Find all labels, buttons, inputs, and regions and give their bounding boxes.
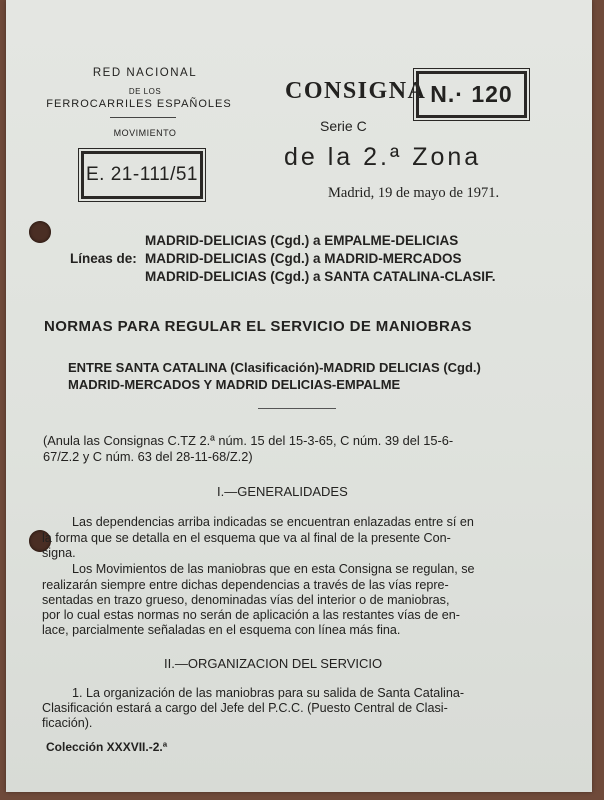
- section-1-p1-line-2: la forma que se detalla en el esquema que va al final de la presente Con-: [42, 531, 451, 545]
- punch-hole-top: [29, 221, 51, 243]
- annul-note-line-2: 67/Z.2 y C núm. 63 del 28-11-68/Z.2): [43, 449, 253, 464]
- section-1-p1-line-3: signa.: [42, 546, 76, 560]
- number-box: [416, 71, 527, 118]
- subtitle-line-1: ENTRE SANTA CATALINA (Clasificación)-MADRID DELICIAS (Cgd.): [68, 360, 481, 375]
- section-1-p2-line-4: por lo cual estas normas no serán de aplicación a las restantes vías de en-: [42, 608, 460, 622]
- title-divider: [258, 408, 336, 409]
- reference-code: E. 21-111/51: [86, 164, 198, 185]
- section-2-heading: II.—ORGANIZACION DEL SERVICIO: [164, 656, 383, 671]
- consigna-number: N.· 120: [430, 81, 513, 107]
- section-1-p2-line-3: sentadas en trazo grueso, denominadas vías del interior o de maniobras,: [42, 593, 450, 607]
- collection-label: Colección XXXVII.-2.ª: [46, 740, 168, 754]
- subtitle-line-2: MADRID-MERCADOS Y MADRID DELICIAS-EMPALME: [68, 377, 401, 392]
- route-2: MADRID-DELICIAS (Cgd.) a MADRID-MERCADOS: [145, 251, 462, 266]
- org-line-3: FERROCARRILES ESPAÑOLES: [46, 98, 232, 110]
- section-1-p2-line-1: Los Movimientos de las maniobras que en esta Consigna se regulan, se: [72, 562, 475, 576]
- main-title: NORMAS PARA REGULAR EL SERVICIO DE MANIOBRAS: [44, 318, 472, 335]
- section-2-p1-line-3: ficación).: [42, 716, 93, 730]
- reference-box: [81, 151, 203, 199]
- issue-date: Madrid, 19 de mayo de 1971.: [328, 185, 500, 201]
- zone-label: de la 2.ª Zona: [284, 143, 482, 171]
- lines-label: Líneas de:: [70, 251, 137, 266]
- section-1-p1-line-1: Las dependencias arriba indicadas se encuentran enlazadas entre sí en: [72, 515, 474, 529]
- annul-note-line-1: (Anula las Consignas C.TZ 2.ª núm. 15 del 15-3-65, C núm. 39 del 15-6-: [43, 433, 454, 448]
- department-label: MOVIMIENTO: [113, 128, 177, 138]
- org-divider: [110, 117, 176, 118]
- section-1-heading: I.—GENERALIDADES: [217, 484, 348, 499]
- section-2-p1-line-1: 1. La organización de las maniobras para su salida de Santa Catalina-: [72, 686, 465, 700]
- section-1-p2-line-5: lace, parcialmente señaladas en el esquema con línea más fina.: [42, 623, 401, 637]
- org-line-2: DE LOS: [128, 87, 162, 96]
- section-1-p2-line-2: realizarán siempre entre dichas dependencias a través de las vías repre-: [42, 578, 449, 592]
- section-2-p1-line-2: Clasificación estará a cargo del Jefe del P.C.C. (Puesto Central de Clasi-: [42, 701, 448, 715]
- route-1: MADRID-DELICIAS (Cgd.) a EMPALME-DELICIAS: [145, 233, 459, 248]
- org-line-1: RED NACIONAL: [92, 67, 198, 79]
- doc-type-title: CONSIGNA: [285, 78, 427, 104]
- series-label: Serie C: [320, 118, 367, 134]
- document-page: [6, 0, 592, 792]
- route-3: MADRID-DELICIAS (Cgd.) a SANTA CATALINA-CLASIF.: [145, 269, 496, 284]
